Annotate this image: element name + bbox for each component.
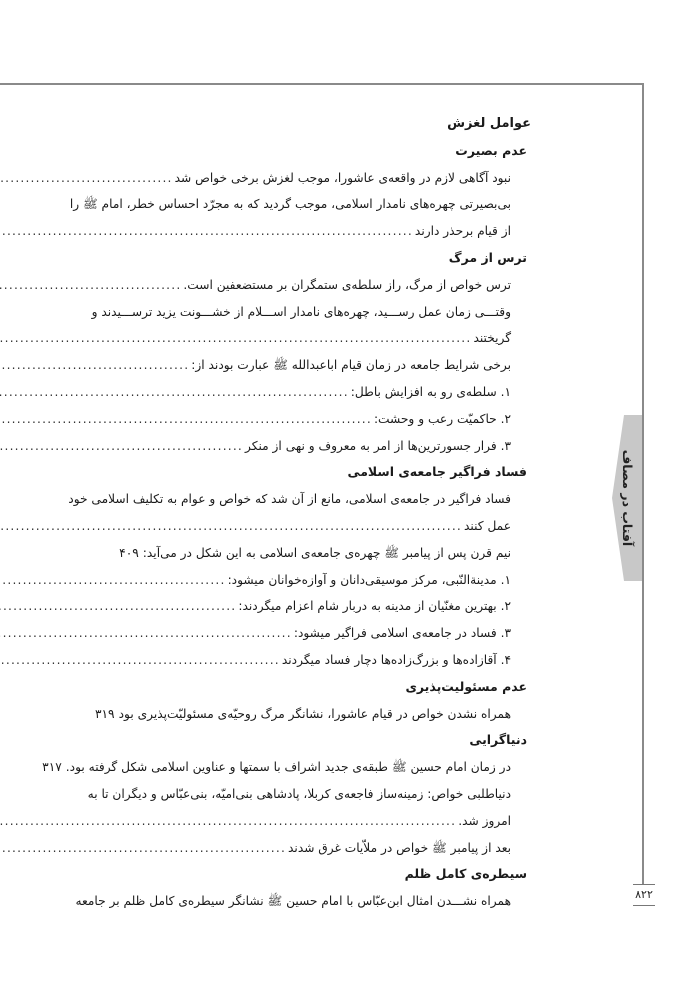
entry-text: نبود آگاهی لازم در واقعه‌ی عاشورا، موجب لغزش برخی خواص شد bbox=[174, 170, 511, 185]
index-entry bbox=[133, 433, 533, 460]
page-number: ۸۲۲ bbox=[635, 888, 653, 901]
entry-text: ۲. حاکمیّت رعب و وحشت: bbox=[373, 411, 511, 426]
index-entry-line: دنیاطلبی خواص: زمینه‌ساز فاجعه‌ی کربلا، پادشاهی بنی‌امیّه، بنی‌عبّاس و دیگران تا به bbox=[87, 786, 511, 801]
index-entry bbox=[133, 165, 533, 192]
dot-leader bbox=[0, 620, 292, 647]
index-entry bbox=[133, 647, 533, 674]
index-entry-line: بی‌بصیرتی چهره‌های نامدار اسلامی، موجب گردید که به مجرّد احساس خطر، امام ﷺ را bbox=[69, 197, 511, 212]
entry-text: از قیام برحذر دارند bbox=[414, 224, 511, 239]
entry-text: برخی شرایط جامعه در زمان قیام اباعبدالله ﷺ عبارت بودند از: bbox=[191, 358, 511, 373]
dot-leader bbox=[0, 647, 280, 674]
group-heading: عدم بصیرت bbox=[455, 142, 527, 158]
entry-text: امروز شد. bbox=[458, 813, 511, 828]
group-heading: سیطره‌ی کامل ظلم bbox=[404, 866, 527, 882]
index-entry bbox=[133, 835, 533, 862]
index-entry bbox=[94, 701, 533, 728]
index-entry bbox=[42, 754, 533, 781]
page-number-rule-bottom bbox=[633, 905, 655, 906]
margin-rule bbox=[642, 83, 644, 884]
entry-text: ۳. فساد در جامعه‌ی اسلامی فراگیر میشود: bbox=[293, 626, 511, 641]
dot-leader bbox=[0, 808, 456, 835]
group-heading: فساد فراگیر جامعه‌ی اسلامی bbox=[347, 464, 527, 480]
top-rule bbox=[0, 83, 643, 85]
index-entry bbox=[133, 406, 533, 433]
entry-page-number: ۳۱۹ bbox=[94, 706, 115, 721]
side-tab-label: آفتاب در مصاف bbox=[620, 449, 635, 547]
entry-text: گریختند bbox=[473, 331, 511, 346]
index-entry bbox=[133, 808, 533, 835]
index-content bbox=[42, 111, 533, 915]
group-heading: ترس از مرگ bbox=[448, 249, 527, 265]
dot-leader bbox=[0, 835, 286, 862]
entry-text: ۴. آقازاده‌ها و بزرگ‌زاده‌ها دچار فساد میگردند bbox=[281, 652, 511, 667]
entry-text: ۱. مدینةالنّبی، مرکز موسیقی‌دانان و آوازه‌خوانان میشود: bbox=[227, 572, 511, 587]
index-entry bbox=[133, 620, 533, 647]
dot-leader bbox=[0, 325, 471, 352]
dot-leader bbox=[0, 406, 372, 433]
dot-leader bbox=[0, 593, 236, 620]
index-entry-line: وقتـــی زمان عمل رســـید، چهره‌های نامدار اســـلام از خشـــونت یزید ترســـیدند و bbox=[91, 304, 511, 319]
entry-text: ۱. سلطه‌ی رو به افزایش باطل: bbox=[350, 384, 511, 399]
index-entry bbox=[133, 379, 533, 406]
entry-text: همراه نشدن خواص در قیام عاشورا، نشانگر مرگ روحیّه‌ی مسئولیّت‌پذیری بود bbox=[118, 706, 511, 721]
dot-leader bbox=[0, 433, 243, 460]
group-heading: عدم مسئولیت‌پذیری bbox=[405, 678, 527, 694]
index-entry bbox=[133, 272, 533, 299]
dot-leader bbox=[0, 379, 349, 406]
index-entry bbox=[133, 352, 533, 379]
dot-leader bbox=[0, 272, 181, 299]
dot-leader bbox=[0, 513, 462, 540]
dot-leader bbox=[0, 567, 226, 594]
index-entry bbox=[133, 567, 533, 594]
dot-leader bbox=[0, 352, 189, 379]
index-entry-line: همراه نشـــدن امثال ابن‌عبّاس با امام حسین ﷺ نشانگر سیطره‌ی کامل ظلم بر جامعه bbox=[75, 894, 511, 909]
index-entry bbox=[133, 325, 533, 352]
entry-page-number: ۳۱۷ bbox=[42, 760, 62, 775]
index-entry-line: فساد فراگیر در جامعه‌ی اسلامی، مانع از آن شد که خواص و عوام به تکلیف اسلامی خود bbox=[68, 492, 511, 507]
entry-text: در زمان امام حسین ﷺ طبقه‌ی جدید اشراف با سمتها و عناوین اسلامی شکل گرفته بود. bbox=[65, 760, 511, 775]
group-heading: دنیاگرایی bbox=[469, 732, 527, 748]
index-entry bbox=[133, 513, 533, 540]
dot-leader bbox=[0, 218, 413, 245]
index-entry bbox=[133, 593, 533, 620]
index-entry bbox=[119, 540, 533, 567]
entry-text: ۳. فرار جسورترین‌ها از امر به معروف و نهی از منکر bbox=[245, 438, 511, 453]
entry-text: ترس خواص از مرگ، راز سلطه‌ی ستمگران بر مستضعفین است. bbox=[183, 277, 511, 292]
chapter-side-tab bbox=[612, 415, 642, 581]
entry-page-number: ۴۰۹ bbox=[119, 545, 139, 560]
index-entry bbox=[133, 218, 533, 245]
entry-text: ۲. بهترین مغنّیان از مدینه به دربار شام اعزام میگردند: bbox=[238, 599, 511, 614]
entry-text: نیم قرن پس از پیامبر ﷺ چهره‌ی جامعه‌ی اسلامی به این شکل در می‌آید: bbox=[142, 545, 511, 560]
dot-leader bbox=[0, 165, 173, 192]
section-title: عوامل لغزش bbox=[447, 116, 531, 131]
entry-text: عمل کنند bbox=[464, 518, 511, 533]
entry-text: بعد از پیامبر ﷺ خواص در ملاّیات غرق شدند bbox=[288, 840, 511, 855]
